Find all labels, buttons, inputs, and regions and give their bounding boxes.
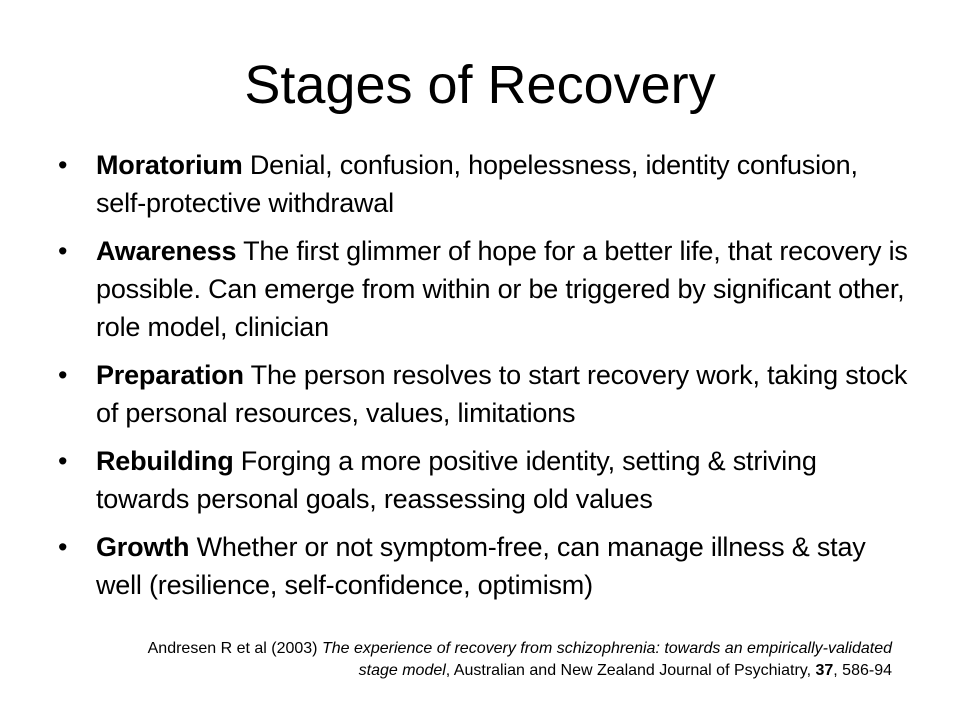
stage-description: Denial, confusion, hopelessness, identity confusion, self-protective withdrawal: [96, 150, 858, 218]
citation-volume: 37: [815, 662, 834, 679]
citation-journal: , Australian and New Zealand Journal of Psychiatry,: [445, 662, 812, 679]
bullet-icon: •: [58, 236, 68, 266]
bullet-icon: •: [58, 446, 68, 476]
stage-description: Forging a more positive identity, setting & striving towards personal goals, reassessing old values: [96, 446, 817, 514]
list-item: [58, 146, 908, 222]
stage-description: The person resolves to start recovery work, taking stock of personal resources, values, limitations: [96, 360, 908, 428]
citation: [132, 638, 892, 682]
bullet-icon: •: [58, 360, 68, 390]
stage-description: The first glimmer of hope for a better life, that recovery is possible. Can emerge from within or be triggered by significant other, role model, clinician: [96, 236, 908, 342]
citation-pages: , 586-94: [833, 662, 892, 679]
stage-list: [58, 146, 908, 614]
bullet-icon: •: [58, 532, 68, 562]
list-item: [58, 356, 908, 432]
list-item: [58, 528, 908, 604]
stage-name: Rebuilding: [96, 446, 234, 476]
stage-name: Preparation: [96, 360, 244, 390]
slide-title: Stages of Recovery: [244, 55, 716, 115]
stage-name: Awareness: [96, 236, 237, 266]
list-item: [58, 232, 908, 346]
stage-name: Moratorium: [96, 150, 243, 180]
bullet-icon: •: [58, 150, 68, 180]
stage-name: Growth: [96, 532, 190, 562]
stage-description: Whether or not symptom-free, can manage illness & stay well (resilience, self-confidence, optimism): [96, 532, 866, 600]
list-item: [58, 442, 908, 518]
citation-article-title: The experience of recovery from schizophrenia: towards an empirically-validated stage model: [321, 640, 892, 679]
citation-authors: Andresen R et al (2003): [147, 640, 318, 657]
